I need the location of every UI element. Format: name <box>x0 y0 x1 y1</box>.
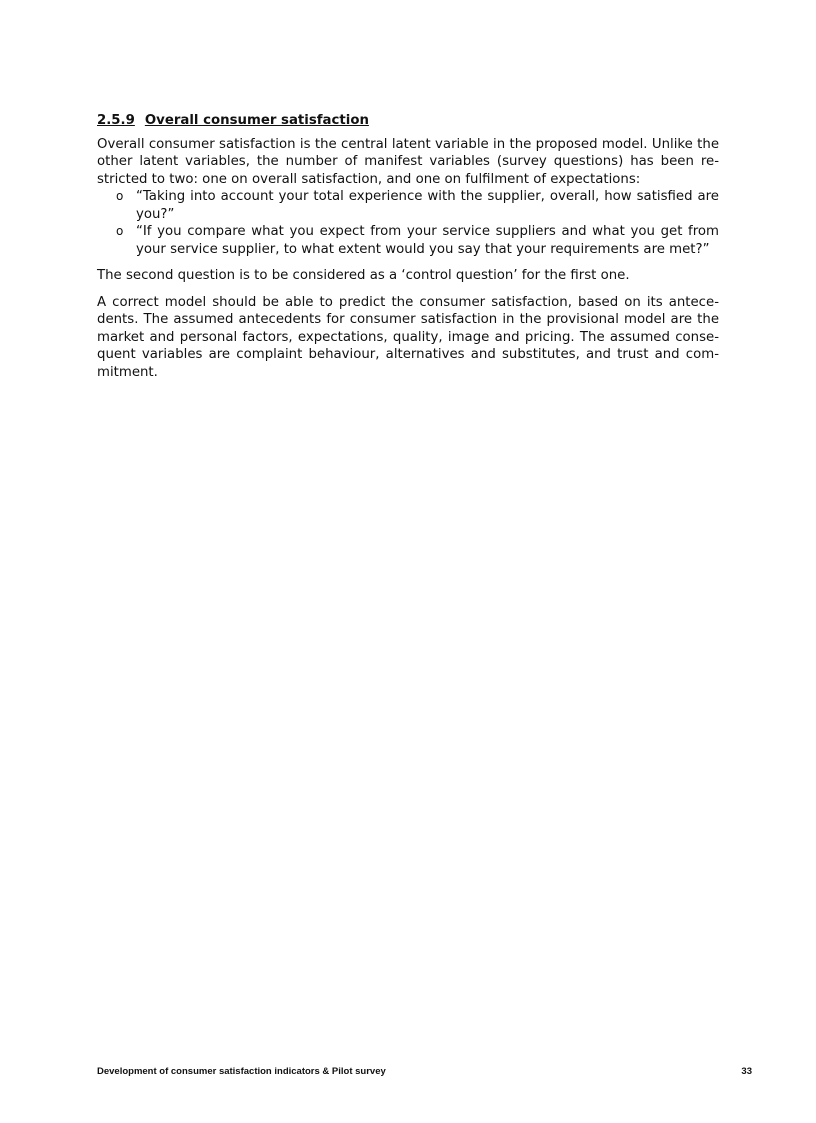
intro-paragraph: Overall consumer satisfaction is the central latent variable in the proposed model. Unlike the other latent variables, the number of manifest variables (survey questions) has been restricted to two: one on overall satisfaction, and one on fulfilment of expectations: <box>97 136 719 187</box>
list-item <box>97 223 719 258</box>
bullet-icon: o <box>116 189 124 203</box>
page-number: 33 <box>741 1066 752 1077</box>
question-text: “If you compare what you expect from your service suppliers and what you get from your service supplier, to what extent would you say that your requirements are met?” <box>136 224 719 257</box>
section-title: Overall consumer satisfaction <box>144 113 369 128</box>
control-paragraph: The second question is to be considered as a ‘control question’ for the first one. <box>97 268 630 283</box>
question-list <box>97 188 719 258</box>
question-text: “Taking into account your total experience with the supplier, overall, how satisfied are you?” <box>136 189 719 222</box>
page-content <box>97 112 719 390</box>
model-paragraph: A correct model should be able to predict the consumer satisfaction, based on its antecedents. The assumed antecedents for consumer satisfaction in the provisional model are the market and personal factors, expectations, quality, image and pricing. The assumed consequent variables are complaint behaviour, alternatives and substitutes, and trust and commitment. <box>97 294 719 380</box>
bullet-icon: o <box>116 224 124 238</box>
page-footer <box>97 1066 752 1077</box>
list-item <box>97 188 719 223</box>
section-number: 2.5.9 <box>97 113 135 128</box>
section-heading <box>97 112 719 130</box>
footer-title: Development of consumer satisfaction indicators & Pilot survey <box>97 1066 386 1077</box>
